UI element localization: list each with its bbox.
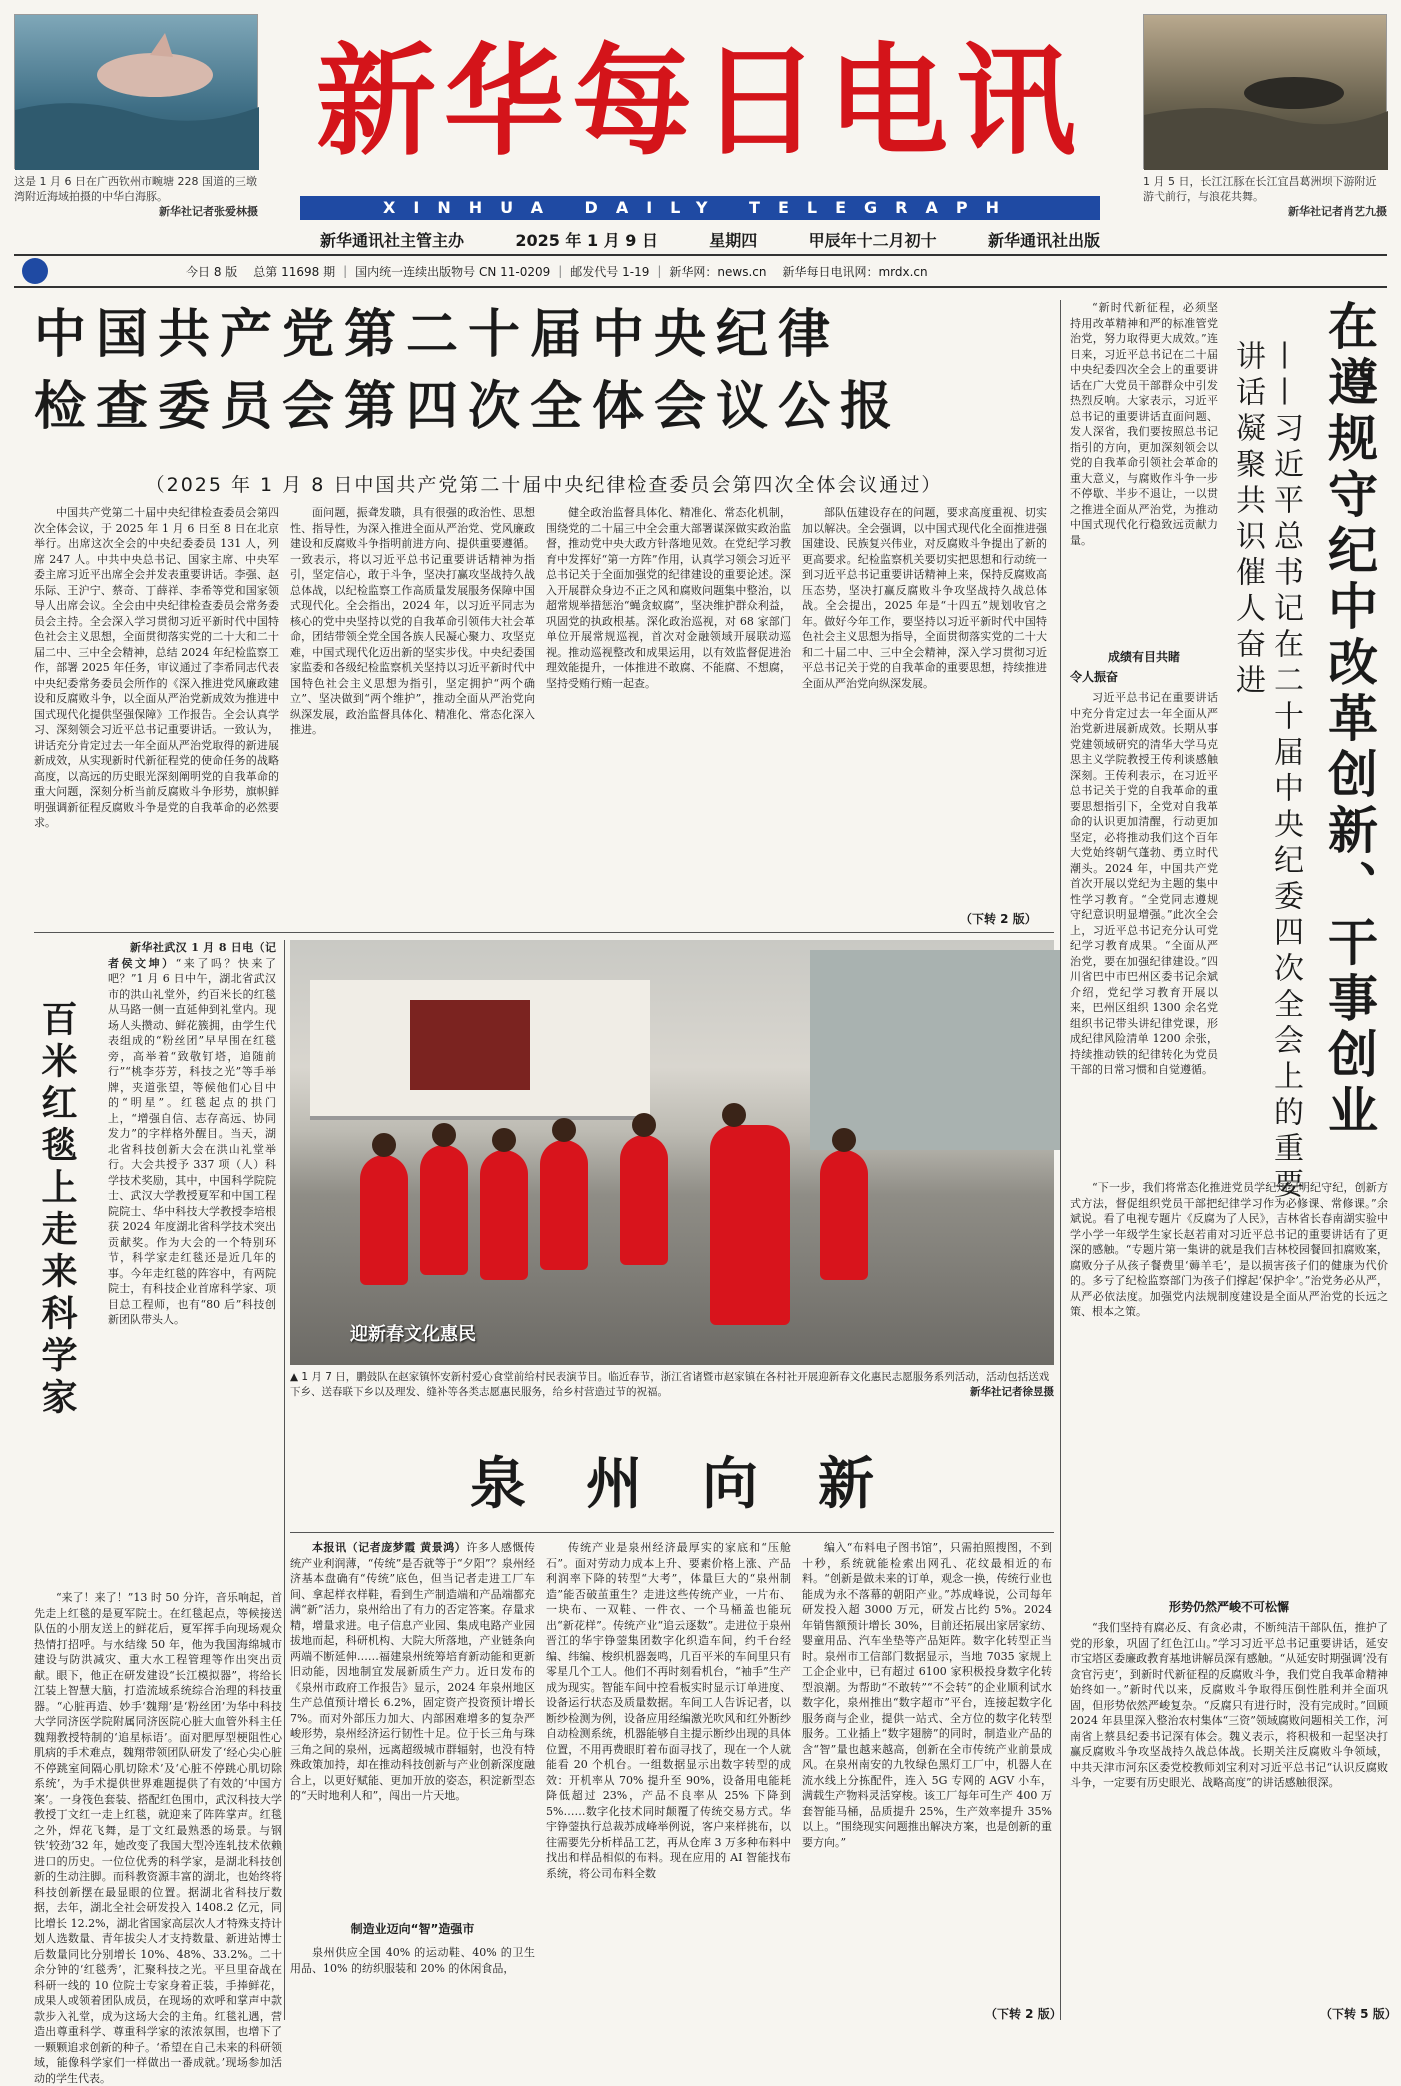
feature-text-top: “来了吗？快来了吧？”1 月 6 日中午，湖北省武汉市的洪山礼堂外，约百米长的红毯从马路一侧一直延伸到礼堂内。现场人头攒动、鲜花簇拥，由学生代表组成的“粉丝团”早早围在红毯旁，高举着“致敬钉塔，追随前行”“桃李芬芳，科技之光”等手举牌，夹道张望，等候他们心目中的“明星”。红毯起点的拱门上，“增强自信、志存高远、协同发力”的字样格外醒目。当天，湖北省科技创新大会在洪山礼堂举行。大会共授予 337 项（人）科学技术奖励，其中，中国科学院院士、武汉大学教授夏军和中国工程院院士、华中科技大学教授李培根获 2024 年度湖北省科学技术突出贡献奖。作为大会的一个特别环节，科学家走红毯还是近几年的事。今年走红毯的阵容中，有两院院士，有科技企业首席科学家、项目总工程师，也有“80 后”科技创新团队带头人。 xyxy=(108,956,276,1326)
masthead-publisher: 新华通讯社出版 xyxy=(987,231,1100,250)
commentary-text-a: 习近平总书记在重要讲话中充分肯定过去一年全面从严治党新进展新成效。长期从事党建领域研究的清华大学马克思主义学院教授王传利谈感触深刻。王传利表示，在习近平总书记关于党的自我革命的重要思想指引下，全党对自我革命的认识更加清醒，行动更加坚定，必将推动我们这个百年大党始终朝气蓬勃、勇立时代潮头。2024 年，中国共产党首次开展以党纪为主题的集中性学习教育。“全党同志遵规守纪意识明显增强。”此次全会上，习近平总书记充分认可党纪学习教育成果。“全面从严治党，要在加强纪律建设。”四川省巴中市巴州区委书记余斌介绍，党纪学习教育开展以来，巴州区组织 1300 余名党组织书记带头讲纪律党课，形成纪律风险清单 1200 余张，持续推动铁的纪律转化为党员干部的日常习惯和自觉遵循。 xyxy=(1070,691,1218,1076)
dancer-figure xyxy=(360,1155,408,1285)
feature-dateline: 新华社武汉 1 月 8 日电（记者侯文坤） xyxy=(108,941,276,970)
lead-text-3: 健全政治监督具体化、精准化、常态化机制，围绕党的二十届三中全会重大部署谋深做实政治监督，推动党中央大政方针落地见效。在党纪学习教育中发挥好“第一方阵”作用，认真学习领会习近平总书记关于全面加强党的纪律建设的重要论述。深入开展群众身边不正之风和腐败问题集中整治，以超常规举措惩治“蝇贪蚁腐”，坚决维护群众利益，巩固党的执政根基。深化政治巡视，对 68 家部门单位开展常规巡视，首次对金融领域开展联动巡视。推动巡视整改和成果运用，以有效监督促进治理效能提升，一体推进不敢腐、不能腐、不想腐，坚持受贿行贿一起查。 xyxy=(546,506,791,690)
commentary-text-c: “我们坚持有腐必反、有贪必肃，不断纯洁干部队伍，推护了党的形象，巩固了红色江山。”学习习近平总书记重要讲话，延安市宝塔区委廉政教育基地讲解员深有感触。“从延安时期强调‘没有贪官污吏’，到新时代新征程的反腐败斗争，我们党自我革命精神始终如一。”新时代以来，反腐败斗争取得压倒性胜利并全面巩固，但形势依然严峻复杂。“反腐只有进行时，没有完成时。”回顾 2024 年县里深入整治农村集体“三资”领域腐败问题相关工作，河南省上蔡县纪委书记深有体会。魏义表示，将积极和一起坚决打赢反腐败斗争攻坚战持久战总体战。长期关注反腐败斗争领域，中共天津市河东区委党校教师刘宝利对习近平总书记“认识反腐败斗争，一定要有历史眼光、战略高度”的讲话感触很深。 xyxy=(1070,1621,1388,1789)
divider xyxy=(1060,300,1061,2020)
lead-continued: （下转 2 版） xyxy=(960,912,1037,926)
feature-column-bottom xyxy=(34,1590,282,2085)
building-block xyxy=(810,950,1060,1150)
lead-text-4: 部队伍建设存在的问题，要求高度重视、切实加以解决。全会强调，以中国式现代化全面推进强国建设、民族复兴伟业，对反腐败斗争提出了新的更高要求。纪检监察机关要切实把思想和行动统一到习近平总书记重要讲话精神上来，保持反腐败高压态势，坚决打赢反腐败斗争攻坚战持久战总体战。全会提出，2025 年是“十四五”规划收官之年。做好今年工作，要坚持以习近平新时代中国特色社会主义思想为指导，全面贯彻落实党的二十大和二十届二中、三中全会精神，深入学习贯彻习近平总书记关于党的自我革命的重要思想，持续推进全面从严治党向纵深发展。 xyxy=(802,506,1047,690)
right-ear-photo xyxy=(1143,14,1387,169)
lead-column-4 xyxy=(802,505,1047,910)
dancer-figure xyxy=(820,1150,868,1280)
divider: | xyxy=(657,264,662,278)
lead-text-1: 中国共产党第二十届中央纪律检查委员会第四次全体会议，于 2025 年 1 月 6 日至 8 日在北京举行。出席这次全会的中央纪委委员 131 人，列席 247 人。中共中央总书记、国家主席、中央军委主席习近平出席全会并发表重要讲话。李强、赵乐际、王沪宁、蔡奇、丁薛祥、李希等党和国家领导人出席会议。全会由中央纪律检查委员会常务委员会主持。全会深入学习贯彻习近平新时代中国特色社会主义思想，全面贯彻落实党的二十大和二十届二中、三中全会精神，总结 2024 年纪检监察工作，部署 2025 年任务，审议通过了李希同志代表中央纪委常务委员会所作的《深入推进党风廉政建设和反腐败斗争，以全面从严治党新成效为推进中国式现代化提供坚强保障》工作报告。全会认真学习、深刻领会习近平总书记重要讲话。一致认为，讲话充分肯定过去一年全面从严治党取得的新进展新成效，从实现新时代新征程党的使命任务的战略高度，以高远的历史眼光深刻阐明党的自我革命的重大问题，深刻分析当前反腐败斗争形势，旗帜鲜明强调新征程反腐败斗争是党的自我革命的必然要求。 xyxy=(34,506,279,829)
commentary-text-b: “下一步，我们将常态化推进党员学纪知纪明纪守纪，创新方式方法，督促组织党员干部把纪律学习作为必修课、常修课。”余斌说。看了电视专题片《反腐为了人民》，吉林省长春南湖实验中学小学一年级学生家长赵若甫对习近平总书记的重要讲话有了更深的感触。“专题片第一集讲的就是我们吉林校园餐回扣腐败案，腐败分子从孩子餐费里‘薅羊毛’，是以损害孩子们的健康为代价的。多亏了纪检监察部门为孩子们撑起‘保护伞’。”治党务必从严，从严必依法度。加强党内法规制度建设是全面从严治党的长远之策、根本之策。 xyxy=(1070,1181,1388,1318)
photo-credit: 新华社记者徐昱摄 xyxy=(970,1386,1054,1398)
left-ear-photo xyxy=(14,14,258,169)
commentary-subhead-2: 形势仍然严峻不可松懈 xyxy=(1168,1600,1289,1614)
masthead-title: 新华每日电讯 xyxy=(316,33,1084,172)
commentary-subhead-1b: 令人振奋 xyxy=(1070,670,1119,684)
lead-headline-line2: 检查委员会第四次全体会议公报 xyxy=(34,377,903,437)
right-ear-caption xyxy=(1143,174,1387,219)
divider: | xyxy=(558,264,563,278)
lead-column-2 xyxy=(290,505,535,925)
lead-column-1 xyxy=(34,505,279,925)
dancer-figure xyxy=(420,1145,468,1275)
masthead-sponsor: 新华通讯社主管主办 xyxy=(320,231,465,250)
quanzhou-headline: 泉州向新 xyxy=(470,1452,934,1517)
lead-subhead: （2025 年 1 月 8 日中国共产党第二十届中央纪律检查委员会第四次全体会议通过） xyxy=(145,474,943,496)
quanzhou-text-1b: 泉州供应全国 40% 的运动鞋、40% 的卫生用品、10% 的纺织服装和 20% 的休闲食品， xyxy=(290,1946,535,1975)
photo-caption-text: ▲ 1 月 7 日，鹏鼓队在赵家镇怀安新村爱心食堂前给村民表演节目。临近春节，浙江省诸暨市赵家镇在各村社开展迎新春文化惠民志愿服务系列活动，活动包括送戏下乡、送春联下乡以及理发、缝补等各类志愿惠民服务，给乡村营造过节的祝福。 xyxy=(290,1371,1050,1398)
dancer-figure xyxy=(540,1140,588,1270)
masthead-weekday: 星期四 xyxy=(709,231,758,250)
dancer-figure xyxy=(620,1135,668,1265)
doorway xyxy=(410,1000,530,1090)
info-bar xyxy=(14,254,1387,288)
info-pages: 今日 8 版 xyxy=(186,264,238,279)
lead-column-3 xyxy=(546,505,791,925)
porpoise-illustration xyxy=(1144,15,1388,170)
quanzhou-text-2: 传统产业是泉州经济最厚实的家底和“压舱石”。面对劳动力成本上升、要素价格上涨、产品利润率下降的转型“大考”，体量巨大的“泉州制造”能否破茧重生？走进这些传统产业，一片布、一块布、一双鞋、一件衣、一个马桶盖也能玩出“新花样”。传统产业“追云逐数”。走进位于泉州晋江的华宇铮蓥集团数字化织造车间，约千台经编、纬编、梭织机器轰鸣，几百平米的车间里只有零星几个工人。他们不再时刻看机台，“袖手”生产成为现实。智能车间中控看板实时显示订单进度、设备运行状态及质量数据。车间工人告诉记者，以断纱检测为例，设备应用经编激光吹风和红外断纱自动检测系统，机器能够自主提示断纱出现的具体位置，不用再费眼盯着布面寻找了，现在一个人就能看 20 个机台。一组数据显示出数字转型的成效：开机率从 70% 提升至 90%，设备用电能耗降低超过 23%，产品不良率从 25% 下降到 5%……数字化技术同时颠覆了传统交易方式。华宇铮蓥执行总裁苏成峰举例说，客户来样挑布，以往需要先分析样品工艺，再从仓库 3 万多种布料中找出和样品相似的布料。现在应用的 AI 智能找布系统，将公司布料全数 xyxy=(546,1541,791,1880)
left-ear-caption-text: 这是 1 月 6 日在广西钦州市畹塘 228 国道的三墩湾附近海域拍摄的中华白海豚。 xyxy=(14,175,257,203)
left-ear-caption xyxy=(14,174,258,219)
divider xyxy=(34,932,1054,933)
feature-headline: 百米红毯上走来科学家 xyxy=(36,1000,77,1420)
dancer-figure xyxy=(480,1150,528,1280)
commentary-subtitle: ——习近平总书记在二十届中央纪委四次全会上的重要讲话凝聚共识催人奋进 xyxy=(1230,340,1303,1204)
commentary-column-b xyxy=(1070,1180,1388,1580)
lead-headline-line1: 中国共产党第二十届中央纪律 xyxy=(34,305,841,365)
commentary-headline: 在遵规守纪中改革创新、干事创业 xyxy=(1320,300,1378,1140)
commentary-continued: （下转 5 版） xyxy=(1320,2007,1397,2021)
quanzhou-text-1: 许多人感慨传统产业利润薄，“传统”是否就等于“夕阳”？泉州经济基本盘确有“传统”底色，但当记者走进工厂车间、拿起样衣样鞋，看到生产制造端和产品端都充满“新”活力，泉州给出了有力的否定答案。存量求精，增量求进。电子信息产业园、集成电路产业园拔地而起，科研机构、大院大所落地，产业链条向两端不断延伸……福建泉州统筹培育新动能和更新旧动能，因地制宜发展新质生产力。近日发布的《泉州市政府工作报告》显示，2024 年泉州地区生产总值预计增长 6.2%，固定资产投资预计增长 7%。而对外部压力加大、内部困难增多的复杂严峻形势，泉州经济运行韧性十足。位于长三角与珠三角之间的泉州，远离超级城市群辐射，也没有特殊政策加持，却在推动科技创新与产业创新深度融合上，以更好赋能、更加开放的姿态，积淀新型态的“天时地利人和”，闯出一片天地。 xyxy=(290,1541,535,1802)
commentary-text-top: “新时代新征程，必须坚持用改革精神和严的标准管党治党，努力取得更大成效。”连日来，习近平总书记在二十届中央纪委四次全会上的重要讲话在广大党员干部群众中引发热烈反响。大家表示，习近平总书记的重要讲话直面问题、发人深省，我们要按照总书记指引的方向，更加深刻领会以党的自我革命引领社会革命的重大意义，与腐败作斗争一步不停歇、半步不退让，一以贯之推进全面从严治党，为推动中国式现代化行稳致远贡献力量。 xyxy=(1070,301,1218,547)
divider: | xyxy=(343,264,348,278)
divider xyxy=(290,1532,1054,1533)
quanzhou-column-1 xyxy=(290,1540,535,1900)
feature-column-top xyxy=(108,940,276,1585)
masthead-meta-row xyxy=(320,228,1100,251)
dancer-figure xyxy=(710,1125,790,1325)
quanzhou-column-1b xyxy=(290,1945,535,2020)
masthead-date: 2025 年 1 月 9 日 xyxy=(515,231,658,250)
info-issue: 总第 11698 期 xyxy=(253,264,336,279)
quanzhou-byline: 本报讯（记者庞梦霞 黄景鸿） xyxy=(312,1541,467,1554)
lead-text-2: 面问题，振聋发聩，具有很强的政治性、思想性、指导性，为深入推进全面从严治党、党风廉政建设和反腐败斗争指明前进方向、提供重要遵循。一致表示，将以习近平总书记重要讲话精神为指引，坚定信心，敢于斗争，坚决打赢攻坚战持久战总体战，以纪检监察工作高质量发展服务保障中国式现代化。全会指出，2024 年，以习近平同志为核心的党中央坚持以党的自我革命引领伟大社会革命，团结带领全党全国各族人民凝心聚力、攻坚克难，中国式现代化迈出新的坚实步伐。中央纪委国家监委和各级纪检监察机关坚持以习近平新时代中国特色社会主义思想为指引，坚定拥护“两个确立”、坚决做到“两个维护”，推动全面从严治党向纵深发展，政治监督具体化、精准化、常态化深入推进。 xyxy=(290,506,535,736)
info-web-link[interactable]: 新华网：news.cn xyxy=(669,264,767,279)
center-photo xyxy=(290,940,1054,1365)
quanzhou-column-3 xyxy=(802,1540,1052,2005)
photo-title: 迎新春文化惠民 xyxy=(350,1324,476,1345)
quanzhou-column-2 xyxy=(546,1540,791,2020)
info-site-link[interactable]: 新华每日电讯网：mrdx.cn xyxy=(782,264,928,279)
quanzhou-subhead: 制造业迈向“智”造强市 xyxy=(350,1922,475,1936)
photo-caption xyxy=(290,1370,1054,1400)
info-post: 邮发代号 1-19 xyxy=(570,264,650,279)
divider xyxy=(284,940,285,2020)
right-ear-credit: 新华社记者肖艺九摄 xyxy=(1288,205,1387,218)
masthead-lunar: 甲辰年十二月初十 xyxy=(808,231,937,250)
quanzhou-continued: （下转 2 版） xyxy=(985,2007,1062,2021)
commentary-column-top xyxy=(1070,300,1218,640)
commentary-subhead-1: 成绩有目共睹 xyxy=(1107,650,1180,664)
right-ear-caption-text: 1 月 5 日，长江江豚在长江宜昌葛洲坝下游附近游弋前行，与浪花共舞。 xyxy=(1143,175,1377,203)
info-cn: 国内统一连续出版物号 CN 11-0209 xyxy=(355,264,551,279)
commentary-column-a xyxy=(1070,690,1218,1175)
commentary-column-c xyxy=(1070,1620,1388,2000)
feature-text-bottom: “来了！来了！”13 时 50 分许，音乐响起，首先走上红毯的是夏军院士。在红毯起点，等候接送队伍的小朋友送上的鲜花后，夏军挥手向现场观众热情打招呼。与水结缘 50 年，他为我国海绵城市建设与防洪减灾、重大水工程管理等作出突出贡献。眼下，他正在研发建设“长江模拟器”，将给长江装上智慧大脑，打造流域系统综合治理的科技重器。“心脏再造、妙手‘魏翔’是‘粉丝团’为华中科技大学同济医学院附属同济医院心脏大血管外科主任魏翔教授特制的‘追星标语’。面对肥厚型梗阻性心肌病的手术难点，魏翔带领团队研发了‘经心尖心脏不停跳室间隔心肌切除术’及‘心脏不停跳心肌切除系统’，为手术提供世界难题提供了有效的‘中国方案’。一身筏色套装、搭配红色围巾，武汉科技大学教授丁文红一走上红毯，就迎来了阵阵掌声。红毯之外，焊花飞舞，是丁文红最熟悉的场景。与钢铁‘较劲’32 年，她改变了我国大型冷连轧技术依赖进口的历史。一位位优秀的科学家，是湖北科技创新的生动注脚。而科教资源丰富的湖北，也始终将科技创新摆在最显眼的位置。据湖北省科技厅数据，去年，湖北全社会研发投入 1408.2 亿元，同比增长 12.2%，湖北省国家高层次人才特殊支持计划人选数量、青年拔尖人才支持数量、新进站博士后数量同比分别增长 10%、48%、33.2%。二十余分钟的‘红毯秀’，汇聚科技之光。平旦里奋战在科研一线的 10 位院士专家身着正装，手捧鲜花，成果人或领着团队成员，在现场的欢呼和掌声中款款步入礼堂，成为这场大会的主角。红毯礼遇，营造出尊重科学、尊重科学家的浓浓氛围，也增下了一颗颗追求创新的种子。‘希望在自己未来的科研领域，能像科学家们一样做出一番成就。’现场参加活动的学生代表。 xyxy=(34,1591,282,2085)
quanzhou-text-3: 编入“布料电子图书馆”，只需拍照搜图，不到十秒，系统就能检索出网孔、花纹最相近的布料。“创新是做未来的订单，观念一换，传统行业也能成为永不落幕的朝阳产业。”苏成峰说，公司每年研发投入超 3000 万元，研发占比约 5%。2024 年销售额预计增长 30%，目前还拓展出家居家纺、婴童用品、汽车坐垫等产品矩阵。数字化转型正当时。泉州市工信部门数据显示，当地 7035 家规上工企企业中，已有超过 6100 家积极投身数字化转型浪潮。为帮助“不敢转”“不会转”的企业顺利试水数字化，泉州推出“数字超市”平台，连接起数字化服务商与企业，提供一站式、全方位的数字化转型服务。工业插上“数字翅膀”的同时，制造业产品的含“智”量也越来越高，创新在全市传统产业前景成风。在泉州南安的九牧绿色黑灯工厂中，机器人在流水线上分拣配件，连入 5G 专网的 AGV 小车，满载生产物料灵活穿梭。该工厂每年可生产 400 万套智能马桶，品质提升 25%，生产效率提升 35% 以上。“围绕现实问题推出解决方案，也是创新的重要方向。” xyxy=(802,1541,1052,1849)
masthead-pinyin: XINHUA DAILY TELEGRAPH xyxy=(300,196,1100,220)
dolphin-illustration xyxy=(15,15,259,170)
xinhua-logo-icon xyxy=(22,258,48,284)
left-ear-credit: 新华社记者张爱林摄 xyxy=(159,205,258,218)
